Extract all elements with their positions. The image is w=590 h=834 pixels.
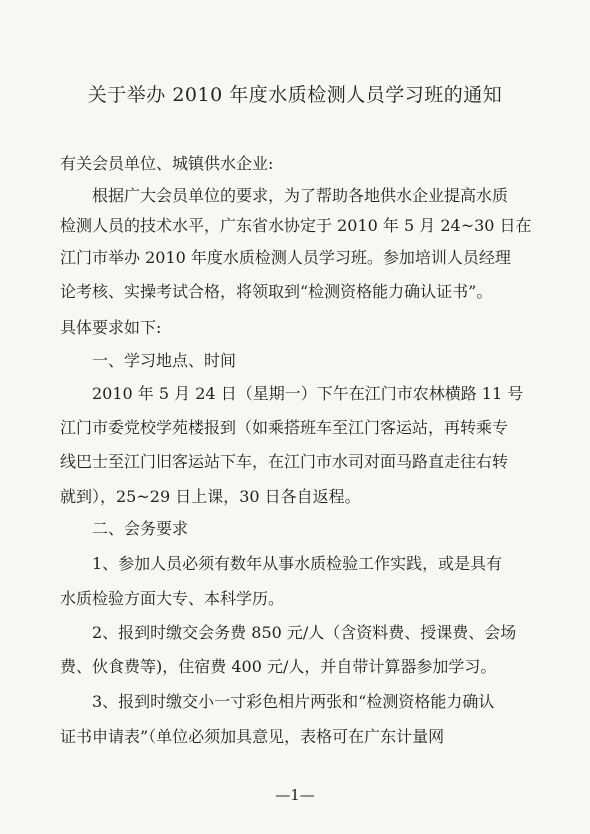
document-line: 具体要求如下: bbox=[60, 318, 162, 337]
document-title: 关于举办 2010 年度水质检测人员学习班的通知 bbox=[87, 84, 503, 106]
section-heading: 二、会务要求 bbox=[92, 519, 189, 538]
document-line: 就到），25~29 日上课，30 日各自返程。 bbox=[60, 487, 361, 506]
document-line: 有关会员单位、城镇供水企业: bbox=[60, 154, 274, 173]
document-line: 检测人员的技术水平，广东省水协定于 2010 年 5 月 24~30 日在 bbox=[60, 216, 532, 235]
document-line: 论考核、实操考试合格，将领取到“检测资格能力确认证书”。 bbox=[60, 282, 493, 301]
document-line: 1、参加人员必须有数年从事水质检验工作实践，或是具有 bbox=[92, 554, 503, 573]
document-line: 2010 年 5 月 24 日（星期一）下午在江门市农林横路 11 号 bbox=[92, 384, 524, 403]
document-line: 水质检验方面大专、本科学历。 bbox=[60, 589, 285, 608]
document-line: 线巴士至江门旧客运站下车，在江门市水司对面马路直走往右转 bbox=[60, 452, 509, 471]
document-line: 3、报到时缴交小一寸彩色相片两张和“检测资格能力确认 bbox=[92, 692, 495, 711]
section-heading: 一、学习地点、时间 bbox=[92, 351, 237, 370]
page-number: —1— bbox=[275, 786, 315, 804]
document-line: 证书申请表”（单位必须加具意见，表格可在广东计量网 bbox=[60, 727, 445, 746]
document-line: 江门市委党校学苑楼报到（如乘搭班车至江门客运站，再转乘专 bbox=[60, 418, 509, 437]
document-line: 费、伙食费等)，住宿费 400 元/人，并自带计算器参加学习。 bbox=[60, 657, 497, 676]
document-line: 根据广大会员单位的要求，为了帮助各地供水企业提高水质 bbox=[92, 186, 509, 205]
document-line: 2、报到时缴交会务费 850 元/人（含资料费、授课费、会场 bbox=[92, 623, 517, 642]
document-line: 江门市举办 2010 年度水质检测人员学习班。参加培训人员经理 bbox=[60, 248, 511, 267]
